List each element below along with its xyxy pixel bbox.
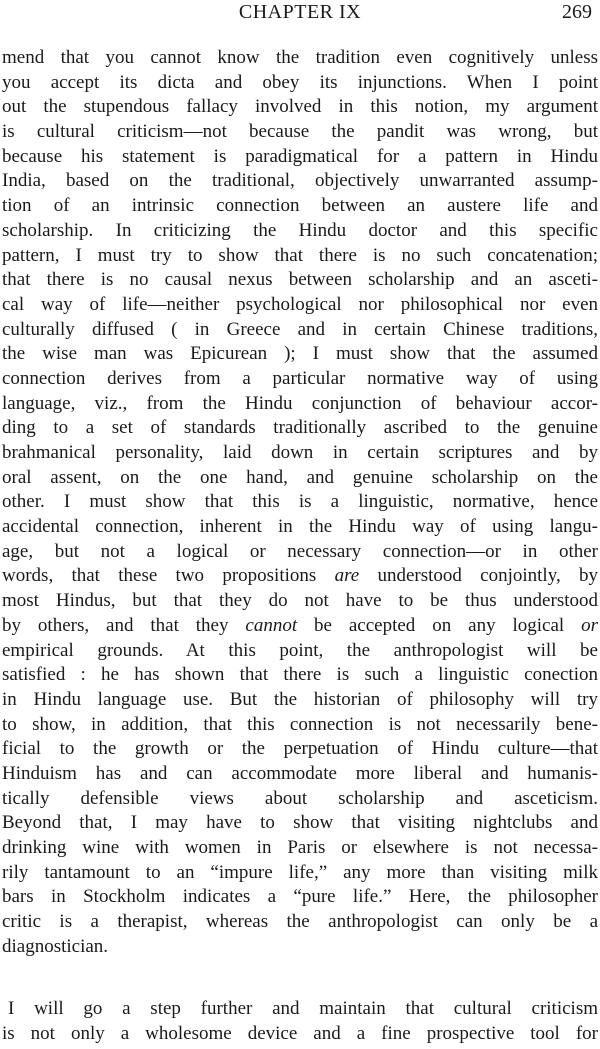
text-line: to show, in addition, that this connection is not necessarily bene-: [2, 713, 598, 735]
text-line: in Hindu language use. But the historian of philosophy will try: [2, 688, 598, 710]
text-line: connection derives from a particular normative way of using: [2, 367, 598, 389]
text-line: I will go a step further and maintain that cultural criticism: [8, 998, 598, 1020]
text-line: mend that you cannot know the tradition even cognitively unless: [2, 47, 598, 68]
text-line: is not only a wholesome device and a fine prospective tool for: [2, 1023, 598, 1045]
chapter-title: CHAPTER IX: [238, 1, 362, 23]
text-line: empirical grounds. At this point, the anthropologist will be: [2, 639, 598, 661]
text-line: other. I must show that this is a linguistic, normative, hence: [2, 491, 598, 513]
paragraph: [2, 46, 598, 959]
page-number: 269: [562, 1, 592, 23]
text-line: cal way of life—neither psychological nor philosophical nor even: [2, 293, 598, 315]
text-line: Hinduism has and can accommodate more liberal and humanis-: [2, 762, 598, 784]
text-line: bars in Stockholm indicates a “pure life.” Here, the philosopher: [2, 886, 598, 908]
emphasis-word: cannot: [245, 614, 298, 636]
text-line: brahmanical personality, laid down in certain scriptures and by: [2, 442, 598, 463]
paragraph: [2, 997, 598, 1046]
text-line: language, viz., from the Hindu conjunction of behaviour accor-: [2, 392, 598, 414]
text-line: that there is no causal nexus between scholarship and an asceti-: [2, 269, 598, 291]
text-line: diagnostician.: [2, 935, 109, 957]
body-text: [2, 46, 598, 1047]
text-line: is cultural criticism—not because the pandit was wrong, but: [2, 121, 598, 143]
text-segment: understood conjointly, by: [359, 565, 599, 587]
text-line: critic is a therapist, whereas the anthropologist can only be a: [2, 911, 598, 933]
running-header: [0, 0, 600, 24]
text-line: drinking wine with women in Paris or elsewhere is not necessa-: [2, 837, 598, 858]
text-line: ficial to the growth or the perpetuation of Hindu culture—that: [2, 738, 598, 760]
text-segment: words, that these two propositions: [2, 565, 317, 587]
text-line: out the stupendous fallacy involved in this notion, my argument: [2, 96, 598, 118]
text-segment: be accepted on any logical: [297, 614, 582, 636]
text-line: satisfied : he has shown that there is such a linguistic conection: [2, 664, 598, 686]
text-line: India, based on the traditional, objectively unwarranted assump-: [2, 170, 598, 192]
text-segment: by others, and that they: [2, 614, 229, 636]
text-line: tion of an intrinsic connection between an austere life and: [2, 195, 598, 217]
text-line: oral assent, on the one hand, and genuine scholarship on the: [2, 466, 598, 488]
text-line: culturally diffused ( in Greece and in certain Chinese traditions,: [2, 318, 598, 340]
text-line: Beyond that, I may have to show that visiting nightclubs and: [2, 812, 598, 834]
text-line: rily tantamount to an “impure life,” any more than visiting milk: [2, 861, 598, 883]
text-line: most Hindus, but that they do not have to be thus understood: [2, 590, 598, 612]
emphasis-word: or: [581, 614, 599, 636]
text-line: accidental connection, inherent in the Hindu way of using langu-: [2, 516, 598, 538]
text-line: age, but not a logical or necessary connection—or in other: [2, 540, 598, 562]
text-line: you accept its dicta and obey its injunctions. When I point: [2, 71, 598, 93]
text-line: tically defensible views about scholarship and asceticism.: [2, 787, 598, 809]
text-line: because his statement is paradigmatical for a pattern in Hindu: [2, 145, 598, 167]
paragraph-gap: [2, 959, 598, 997]
emphasis-word: are: [334, 565, 360, 587]
text-line: [2, 564, 598, 589]
text-line: the wise man was Epicurean ); I must show that the assumed: [2, 343, 598, 365]
text-line: pattern, I must try to show that there is no such concatenation;: [2, 244, 598, 266]
text-line: scholarship. In criticizing the Hindu doctor and this specific: [2, 219, 598, 241]
text-line: ding to a set of standards traditionally ascribed to the genuine: [2, 417, 598, 439]
text-line: [2, 614, 598, 639]
